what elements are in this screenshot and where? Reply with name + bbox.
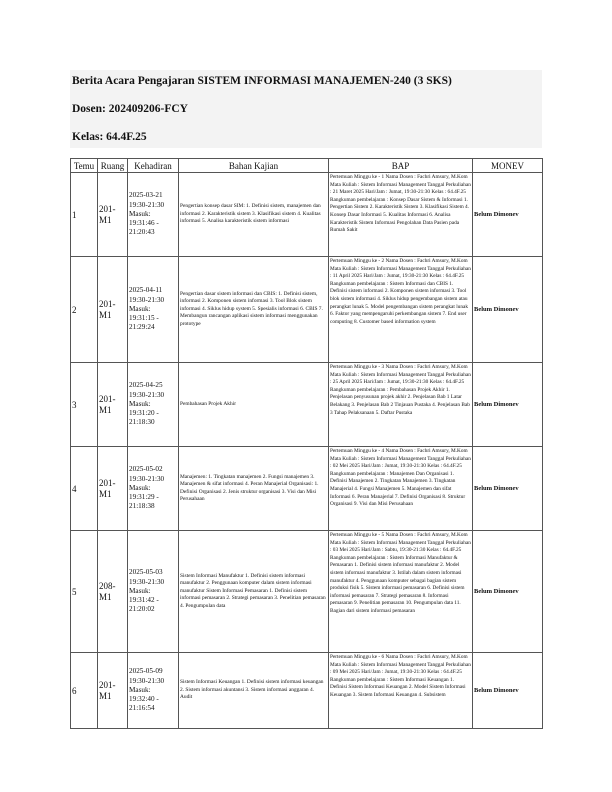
cell-monev: Belum Dimonev xyxy=(473,173,543,257)
document-header xyxy=(70,70,542,148)
table-row xyxy=(71,447,543,531)
col-header-temu: Temu xyxy=(71,159,98,173)
cell-kehadiran: 2025-05-09 19:30-21:30 Masuk: 19:32:40 - 21:16:54 xyxy=(128,653,179,729)
cell-monev: Belum Dimonev xyxy=(473,447,543,531)
cell-ruang: 201-M1 xyxy=(98,653,128,729)
col-header-monev: MONEV xyxy=(473,159,543,173)
cell-bap: Pertemuan Minggu ke - 1 Nama Dosen : Fachri Amsury, M.Kom Mata Kuliah : Sistem Informasi Management Tanggal Perkuliahan : 21 Maret 2025 Hari/Jam : Jumat, 19:30-21:30 Kelas : 64.4F.25 Rangkuman pembelajaran : Konsep Dasar Sistem & Informasi 1. Pengertian Sistem 2. Karakteristik Sistem 3. Klasifikasi Sistem 4. Konsep Dasar Informasi 5. Kualitas Informasi 6. Analisa Karakteristik Sistem Informasi Pengolahan Data Pasien pada Rumah Sakit xyxy=(329,173,473,257)
table-row xyxy=(71,531,543,653)
teaching-record-table xyxy=(70,158,543,729)
table-row xyxy=(71,363,543,447)
cell-kehadiran: 2025-05-03 19:30-21:30 Masuk: 19:31:42 - 21:20:02 xyxy=(128,531,179,653)
cell-temu: 4 xyxy=(71,447,98,531)
lecturer-label: Dosen: 202409206-FCY xyxy=(72,103,188,115)
cell-kehadiran: 2025-03-21 19:30-21:30 Masuk: 19:31:46 - 21:20:43 xyxy=(128,173,179,257)
cell-temu: 3 xyxy=(71,363,98,447)
cell-bap: Pertemuan Minggu ke - 2 Nama Dosen : Fachri Amsury, M.Kom Mata Kuliah : Sistem Informasi Management Tanggal Perkuliahan : 11 April 2025 Hari/Jam : Jumat, 19:30-21:30 Kelas : 64.4F.25 Rangkuman pembelajaran : Sistem Informasi dan CBIS 1. Definisi sistem informasi 2. Komponen sistem informasi 3. Tool blok sistem informasi 4. Siklus hidup pengembangan sistem atau perangkat lunak 5. Model pengembangan sistem perangkat lunak 6. Faktor yang mempengaruhi perkembangan sistem 7. End user computing 8. Customer based information system xyxy=(329,257,473,363)
cell-temu: 1 xyxy=(71,173,98,257)
cell-bap: Pertemuan Minggu ke - 6 Nama Dosen : Fachri Amsury, M.Kom Mata Kuliah : Sistem Informasi Management Tanggal Perkuliahan : 09 Mei 2025 Hari/Jam : Jumat, 19:30-21:30 Kelas : 64.4F.25 Rangkuman pembelajaran : Sistem Informasi Keuangan 1. Definisi Sistem Informasi Keuangan 2. Model Sistem Informasi Keuangan 3. Sistem Informasi Keuangan 4. Subsistem xyxy=(329,653,473,729)
cell-bahan-kajian: Manajemen: 1. Tingkatan manajemen 2. Fungsi manajemen 3. Manajemen & sifat informasi 4. Peran Manajerial Organisasi: 1. Definisi Organisasi 2. Jenis struktur organisasi 3. Visi dan Misi Perusahaan xyxy=(179,447,329,531)
col-header-bahan-kajian: Bahan Kajian xyxy=(179,159,329,173)
document-title: Berita Acara Pengajaran SISTEM INFORMASI MANAJEMEN-240 (3 SKS) xyxy=(72,75,452,87)
cell-ruang: 201-M1 xyxy=(98,173,128,257)
cell-temu: 2 xyxy=(71,257,98,363)
cell-kehadiran: 2025-05-02 19:30-21:30 Masuk: 19:31:29 - 21:18:38 xyxy=(128,447,179,531)
cell-ruang: 208-M1 xyxy=(98,531,128,653)
col-header-kehadiran: Kehadiran xyxy=(128,159,179,173)
cell-kehadiran: 2025-04-11 19:30-21:30 Masuk: 19:31:15 - 21:29:24 xyxy=(128,257,179,363)
cell-temu: 6 xyxy=(71,653,98,729)
cell-monev: Belum Dimonev xyxy=(473,363,543,447)
cell-monev: Belum Dimonev xyxy=(473,257,543,363)
cell-bap: Pertemuan Minggu ke - 3 Nama Dosen : Fachri Amsury, M.Kom Mata Kuliah : Sistem Informasi Management Tanggal Perkuliahan : 25 April 2025 Hari/Jam : Jumat, 19:30-21:30 Kelas : 64.4F.25 Rangkuman pembelajaran : Pembahasan Projek Akhir 1. Penjelasan penyusunan projek akhir 2. Penjelasan Bab 1 Latar Belakang 3. Penjelasan Bab 2 Tinjauan Pustaka 4. Penjelasan Bab 3 Tahap Pelaksanaan 5. Daftar Pustaka xyxy=(329,363,473,447)
cell-ruang: 201-M1 xyxy=(98,257,128,363)
cell-ruang: 201-M1 xyxy=(98,363,128,447)
cell-bap: Pertemuan Minggu ke - 4 Nama Dosen : Fachri Amsury, M.Kom Mata Kuliah : Sistem Informasi Management Tanggal Perkuliahan : 02 Mei 2025 Hari/Jam : Jumat, 19:30-21:30 Kelas : 64.4F.25 Rangkuman pembelajaran : Manajemen Dan Organisasi 1. Definisi Manajemen 2. Tingkatan Manajemen 3. Tingkatan Manajerial 4. Fungsi Manajemen 5. Manajemen dan sifat Informasi 6. Peran Manajerial 7. Definisi Organisasi 8. Struktur Organisasi 9. Visi dan Misi Perusahaan xyxy=(329,447,473,531)
cell-bahan-kajian: Sistem Informasi Manufaktur 1. Definisi sistem informasi manufaktur 2. Penggunaan komputer dalam sistem informasi manufaktur Sistem Informasi Pemasaran 1. Definisi sistem informasi pemasaran 2. Strategi pemasaran 3. Penelitian pemasaran 4. Pengumpulan data xyxy=(179,531,329,653)
cell-temu: 5 xyxy=(71,531,98,653)
cell-bahan-kajian: Pembahasan Projek Akhir xyxy=(179,363,329,447)
col-header-bap: BAP xyxy=(329,159,473,173)
cell-kehadiran: 2025-04-25 19:30-21:30 Masuk: 19:31:20 - 21:18:30 xyxy=(128,363,179,447)
cell-bahan-kajian: Sistem Informasi Keuangan 1. Definisi sistem informasi keuangan 2. Sistem informasi akuntansi 3. Sistem informasi anggaran 4. Audit xyxy=(179,653,329,729)
table-header-row xyxy=(71,159,543,173)
table-row xyxy=(71,257,543,363)
class-label: Kelas: 64.4F.25 xyxy=(72,131,147,143)
col-header-ruang: Ruang xyxy=(98,159,128,173)
cell-monev: Belum Dimonev xyxy=(473,531,543,653)
document-page xyxy=(70,70,542,729)
cell-ruang: 201-M1 xyxy=(98,447,128,531)
cell-monev: Belum Dimonev xyxy=(473,653,543,729)
cell-bahan-kajian: Pengertian dasar sistem informasi dan CBIS: 1. Definisi sistem, informasi 2. Komponen sistem informasi 3. Tool Blok sistem informasi 4. Siklus hidup system 5. Spesialis informasi 6. CBIS 7. Membangun rancangan aplikasi sistem informasi menggunakan prototype xyxy=(179,257,329,363)
table-row xyxy=(71,653,543,729)
cell-bap: Pertemuan Minggu ke - 5 Nama Dosen : Fachri Amsury, M.Kom Mata Kuliah : Sistem Informasi Management Tanggal Perkuliahan : 03 Mei 2025 Hari/Jam : Sabtu, 19:30-21:30 Kelas : 64.4F.25 Rangkuman pembelajaran : Sistem Informasi Manufaktur & Pemasaran 1. Definisi sistem informasi manufaktur 2. Model sistem informasi manufaktur 3. Istilah dalam sistem informasi manufaktur 4. Penggunaan komputer sebagai bagian sistem produksi fisik 5. Sistem informasi pemasaran 6. Definisi sistem informasi pemasaran 7. Strategi pemasaran 8. Informasi pemasaran 9. Penelitian pemasaran 10. Pengumpulan data 11. Bagian dari sistem informasi pemasaran xyxy=(329,531,473,653)
cell-bahan-kajian: Pengertian konsep dasar SIM: 1. Definisi sistem, manajemen dan informasi 2. Karakteristik sistem 3. Klasifikasi sistem 4. Kualitas informasi 5. Analisa karakteristik sistem informasi xyxy=(179,173,329,257)
table-row xyxy=(71,173,543,257)
